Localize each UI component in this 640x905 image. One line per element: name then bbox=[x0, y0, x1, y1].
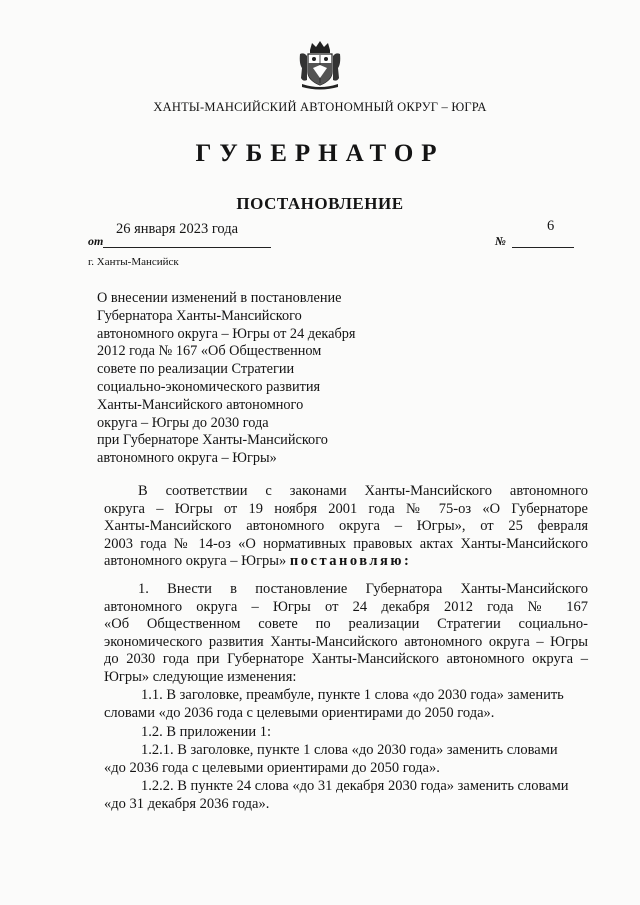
region-heading: ХАНТЫ-МАНСИЙСКИЙ АВТОНОМНЫЙ ОКРУГ – ЮГРА bbox=[153, 100, 487, 114]
item-1-1-line: словами «до 2036 года с целевыми ориентирами до 2050 года». bbox=[104, 705, 495, 721]
item-1-2-2-line: 1.2.2. В пункте 24 слова «до 31 декабря 2030 года» заменить словами bbox=[141, 778, 569, 794]
preamble-line: округа – Югры от 19 ноября 2001 года № 75-оз «О Губернаторе bbox=[104, 500, 588, 517]
subject-line: Губернатора Ханты-Мансийского bbox=[97, 307, 302, 324]
coat-of-arms-icon bbox=[298, 40, 342, 90]
item-1-line: «Об Общественном совете по реализации Стратегии социально- bbox=[104, 616, 588, 633]
subject-line: при Губернаторе Ханты-Мансийского bbox=[97, 432, 328, 449]
item-1-line: 1. Внести в постановление Губернатора Ханты-Мансийского bbox=[138, 581, 588, 597]
preamble-last-text: автономного округа – Югры» bbox=[104, 553, 287, 570]
item-1-paragraph bbox=[104, 581, 588, 687]
governor-heading: ГУБЕРНАТОР bbox=[195, 140, 445, 167]
decree-date: 26 января 2023 года bbox=[116, 221, 239, 237]
preamble-line: В соответствии с законами Ханты-Мансийского автономного bbox=[138, 483, 588, 499]
date-underline bbox=[103, 247, 271, 248]
item-1-line: автономного округа – Югры от 24 декабря 2012 года № 167 bbox=[104, 598, 588, 615]
city: г. Ханты-Мансийск bbox=[88, 256, 179, 268]
item-1-line: до 2030 года при Губернаторе Ханты-Мансийского автономного округа – bbox=[104, 651, 588, 668]
subject-line: автономного округа – Югры от 24 декабря bbox=[97, 325, 356, 342]
subject-line: округа – Югры до 2030 года bbox=[97, 414, 269, 431]
subject-line: совете по реализации Стратегии bbox=[97, 361, 295, 378]
decree-number: 6 bbox=[547, 218, 555, 234]
item-1-1-line: 1.1. В заголовке, преамбуле, пункте 1 слова «до 2030 года» заменить bbox=[141, 687, 564, 703]
preamble-paragraph bbox=[104, 483, 588, 571]
item-1-2-2-line: «до 31 декабря 2036 года». bbox=[104, 796, 270, 812]
subject-line: 2012 года № 167 «Об Общественном bbox=[97, 343, 322, 360]
preamble-line: Ханты-Мансийского автономного округа – Югры», от 25 февраля bbox=[104, 518, 588, 535]
resolve-keyword: постановляю: bbox=[289, 553, 412, 570]
item-1-line: экономического развития Ханты-Мансийского автономного округа – Югры bbox=[104, 633, 588, 650]
decree-heading: ПОСТАНОВЛЕНИЕ bbox=[236, 194, 404, 213]
preamble-line bbox=[104, 553, 588, 571]
date-prefix: от bbox=[88, 234, 104, 248]
item-1-2-1-line: «до 2036 года с целевыми ориентирами до 2050 года». bbox=[104, 760, 440, 776]
preamble-line: 2003 года № 14-оз «О нормативных правовых актах Ханты-Мансийского bbox=[104, 535, 588, 552]
item-1-2-1-line: 1.2.1. В заголовке, пункте 1 слова «до 2030 года» заменить словами bbox=[141, 742, 558, 758]
item-1-2-label: 1.2. В приложении 1: bbox=[141, 724, 272, 740]
number-prefix: № bbox=[495, 234, 506, 248]
subject-line: автономного округа – Югры» bbox=[97, 450, 277, 467]
subject-line: О внесении изменений в постановление bbox=[97, 290, 342, 306]
number-underline bbox=[512, 247, 574, 248]
subject-line: социально-экономического развития bbox=[97, 378, 321, 395]
item-1-line: Югры» следующие изменения: bbox=[104, 668, 297, 685]
subject-line: Ханты-Мансийского автономного bbox=[97, 396, 304, 413]
decree-subject bbox=[97, 290, 397, 468]
